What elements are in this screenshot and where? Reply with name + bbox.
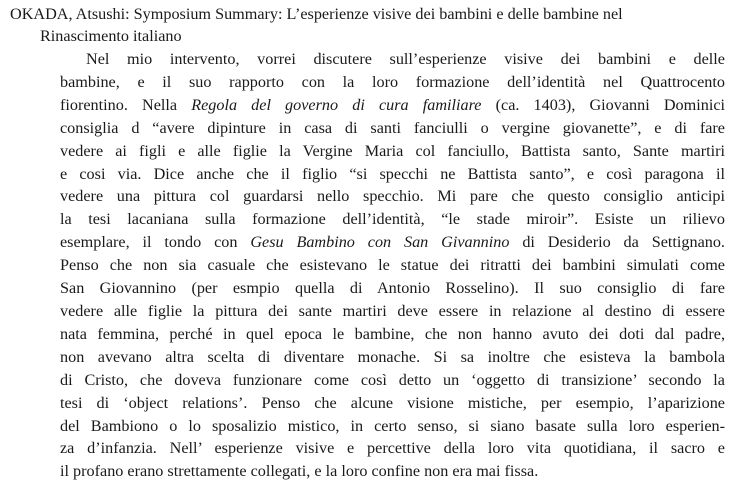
line-text: esemplare, il tondo con (60, 233, 251, 252)
book-title: Regola del governo di cura familiare (191, 95, 482, 114)
paragraph-line: non avevano altra scelta di diventare monache. Si sa inoltre che esisteva la bambola (60, 347, 725, 366)
title-line-2: Rinascimento italiano (40, 27, 182, 45)
paragraph-line: nata femmina, perché in quel epoca le bambine, che non hanno avuto dei doti dal padre, (60, 324, 725, 343)
paragraph-line: del Bambiono o lo sposalizio mistico, in certo senso, si siano basate sulla loro esperien- (60, 416, 725, 435)
paragraph-line: la tesi lacaniana sulla formazione dell’identità, “le stade miroir”. Esiste un rilievo (60, 210, 725, 229)
paragraph-line: bambine, e il suo rapporto con la loro formazione dell’identità nel Quattrocento (60, 72, 725, 91)
paragraph-line: San Giovannino (per esmpio quella di Antonio Rosselino). Il suo consiglio di fare (60, 279, 725, 298)
line-text: di Desiderio da Settignano. (509, 233, 725, 252)
paragraph-line: consiglia d “avere dipinture in casa di santi fanciulli o vergine giovanette”, e di fare (60, 118, 725, 137)
paragraph-line: vedere ai figli e alle figlie la Vergine Maria col fanciullo, Battista santo, Sante martiri (60, 141, 725, 160)
artwork-title: Gesu Bambino con San Givannino (250, 233, 510, 252)
paragraph-line: il profano erano strettamente collegati, e la loro confine non era mai fissa. (60, 462, 539, 481)
document-title (10, 3, 745, 47)
summary-paragraph (60, 48, 725, 483)
title-line-1: OKADA, Atsushi: Symposium Summary: L’esperienze visive dei bambini e delle bambine nel (10, 5, 623, 23)
paragraph-line: za d’infanzia. Nell’ esperienze visive e percettive della loro vita quotidiana, il sacro e (60, 439, 725, 458)
paragraph-line: di Cristo, che doveva funzionare come così detto un ‘oggetto di transizione’ secondo la (60, 370, 725, 389)
paragraph-line: vedere alle figlie la pittura dei sante martiri deve essere in relazione al destino di essere (60, 301, 725, 320)
paragraph-line: vedere una pittura col guardarsi nello specchio. Mi pare che questo consiglio anticipi (60, 187, 725, 206)
paragraph-line: e cosi via. Dice anche che il figlio “si specchi ne Battista santo”, e così paragona il (60, 164, 725, 183)
paragraph-line (60, 231, 725, 254)
paragraph-line: tesi di ‘object relations’. Penso che alcune visione mistiche, per esempio, l’aparizione (60, 393, 725, 412)
paragraph-line: Penso che non sia casuale che esistevano le statue dei ritratti dei bambini simulati come (60, 256, 725, 275)
paragraph-line: Nel mio intervento, vorrei discutere sull’esperienze visive dei bambini e delle (86, 50, 725, 68)
paragraph-line (60, 94, 725, 117)
line-text: (ca. 1403), Giovanni Dominici (481, 95, 726, 114)
line-text: fiorentino. Nella (60, 95, 192, 114)
